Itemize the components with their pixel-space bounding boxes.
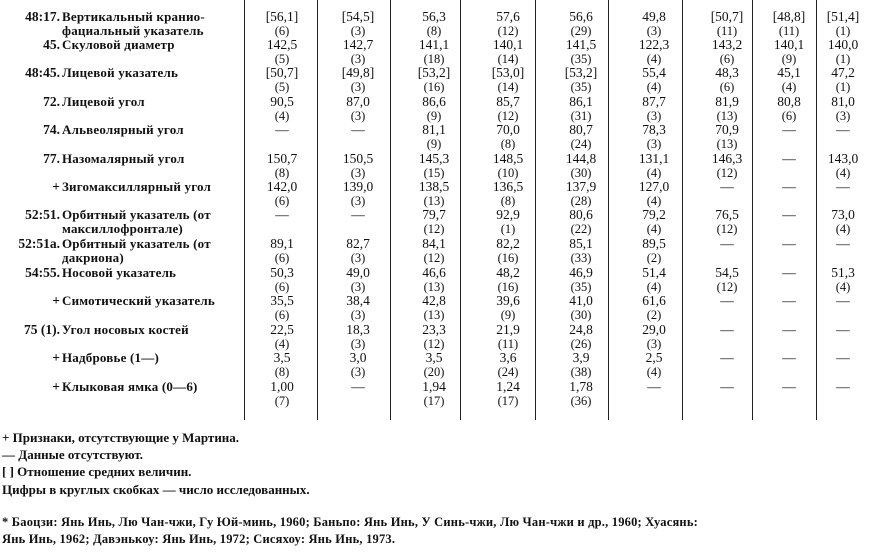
cell-value: 79,7: [422, 207, 446, 222]
cell-value: 81,0: [831, 94, 855, 109]
cell-count: (7): [274, 394, 290, 408]
cell-value: [48,8]: [772, 9, 806, 24]
cell-value: 45,1: [777, 65, 801, 80]
cell-count: (4): [646, 52, 662, 66]
cell-count: (24): [497, 365, 519, 379]
cell-value: 86,1: [569, 94, 593, 109]
cell-value: 1,94: [422, 379, 446, 394]
cell-count: (4): [835, 166, 851, 180]
cell-count: (8): [500, 137, 516, 151]
cell-value: 46,6: [422, 265, 446, 280]
cell-count: (1): [835, 24, 851, 38]
cell-value: [53,2]: [417, 65, 451, 80]
cell-count: (3): [646, 137, 662, 151]
legend-note: [ ] Отношение средних величин.: [2, 464, 192, 479]
cell-count: (33): [570, 251, 592, 265]
cell-count: (6): [274, 280, 290, 294]
cell-value: 1,78: [569, 379, 593, 394]
row-label: Носовой указатель: [62, 265, 177, 280]
cell-value: 87,0: [346, 94, 370, 109]
cell-count: (9): [426, 109, 442, 123]
cell-count: (3): [350, 24, 366, 38]
cell-value: 143,0: [827, 151, 859, 166]
cell-count: (4): [646, 80, 662, 94]
cell-count: (11): [497, 337, 519, 351]
row-label: Орбитный указатель (от: [62, 207, 211, 222]
cell-value: —: [720, 293, 734, 308]
cell-value: —: [720, 322, 734, 337]
cell-value: 146,3: [711, 151, 743, 166]
cell-value: —: [351, 207, 365, 222]
cell-value: 49,8: [642, 9, 666, 24]
cell-count: (30): [570, 308, 592, 322]
cell-value: 142,0: [266, 179, 298, 194]
cell-value: 145,3: [418, 151, 450, 166]
cell-count: (22): [570, 222, 592, 236]
row-code: 77.: [43, 151, 60, 166]
cell-value: —: [782, 122, 796, 137]
cell-value: 138,5: [418, 179, 450, 194]
cell-value: [54,5]: [341, 9, 375, 24]
cell-value: —: [720, 236, 734, 251]
cell-value: 89,5: [642, 236, 666, 251]
cell-value: 141,1: [418, 37, 450, 52]
cell-value: [50,7]: [265, 65, 299, 80]
cell-count: (3): [350, 251, 366, 265]
cell-count: (16): [497, 251, 519, 265]
cell-count: (26): [570, 337, 592, 351]
cell-value: 3,0: [349, 350, 367, 365]
cell-count: (6): [274, 308, 290, 322]
cell-count: (1): [500, 222, 516, 236]
cell-count: (3): [350, 280, 366, 294]
cell-count: (3): [350, 308, 366, 322]
cell-value: 89,1: [270, 236, 294, 251]
row-code: 74.: [43, 122, 60, 137]
cell-count: (13): [716, 137, 738, 151]
cell-value: —: [836, 322, 850, 337]
cell-count: (5): [274, 52, 290, 66]
cell-value: 141,5: [565, 37, 597, 52]
cell-count: (4): [835, 280, 851, 294]
cell-value: 80,6: [569, 207, 593, 222]
cell-count: (31): [570, 109, 592, 123]
cell-value: —: [782, 379, 796, 394]
cell-value: [50,7]: [710, 9, 744, 24]
cell-count: (4): [646, 280, 662, 294]
cell-count: (3): [350, 166, 366, 180]
cell-value: —: [720, 379, 734, 394]
cell-count: (13): [716, 109, 738, 123]
row-code: +: [52, 379, 60, 394]
cell-count: (12): [423, 222, 445, 236]
cell-value: 76,5: [715, 207, 739, 222]
cell-value: 51,3: [831, 265, 855, 280]
row-label: фациальный указатель: [62, 23, 204, 38]
row-code: 75 (1).: [24, 322, 60, 337]
cell-value: 3,5: [273, 350, 291, 365]
cell-value: 54,5: [715, 265, 739, 280]
cell-value: 127,0: [638, 179, 670, 194]
row-label: Угол носовых костей: [62, 322, 189, 337]
cell-value: 51,4: [642, 265, 666, 280]
row-code: +: [52, 350, 60, 365]
cell-count: (8): [274, 365, 290, 379]
cell-value: 1,24: [496, 379, 520, 394]
cell-value: 92,9: [496, 207, 520, 222]
cell-count: (16): [497, 280, 519, 294]
cell-value: —: [782, 236, 796, 251]
cell-value: 39,6: [496, 293, 520, 308]
cell-value: 42,8: [422, 293, 446, 308]
cell-value: —: [351, 379, 365, 394]
cell-count: (30): [570, 166, 592, 180]
row-label: Орбитный указатель (от: [62, 236, 211, 251]
cell-count: (29): [570, 24, 592, 38]
row-label: Вертикальный кранио-: [62, 9, 205, 24]
cell-value: 142,5: [266, 37, 298, 52]
cell-count: (13): [423, 308, 445, 322]
cell-count: (5): [274, 80, 290, 94]
row-label: максиллофронтале): [62, 221, 183, 236]
cell-count: (38): [570, 365, 592, 379]
cell-count: (9): [500, 308, 516, 322]
cell-value: 139,0: [342, 179, 374, 194]
cell-count: (2): [646, 251, 662, 265]
cell-count: (2): [646, 308, 662, 322]
cell-value: 47,2: [831, 65, 855, 80]
cell-value: 80,8: [777, 94, 801, 109]
cell-count: (12): [497, 24, 519, 38]
cell-count: (4): [274, 109, 290, 123]
cell-value: 70,9: [715, 122, 739, 137]
cell-value: [51,4]: [826, 9, 860, 24]
cell-count: (3): [350, 80, 366, 94]
cell-value: 57,6: [496, 9, 520, 24]
cell-value: 48,2: [496, 265, 520, 280]
row-label: Назомалярный угол: [62, 151, 185, 166]
cell-value: —: [275, 207, 289, 222]
cell-value: —: [647, 379, 661, 394]
row-code: 54:55.: [25, 265, 60, 280]
cell-value: —: [782, 322, 796, 337]
cell-count: (6): [719, 80, 735, 94]
cell-value: 56,3: [422, 9, 446, 24]
cell-count: (15): [423, 166, 445, 180]
cell-value: 23,3: [422, 322, 446, 337]
source-footnote: * Баоцзи: Янь Инь, Лю Чан-чжи, Гу Юй-минь, 1960; Баньпо: Янь Инь, У Синь-чжи, Лю Чан-чжи и др., 1960; Хуасянь:: [2, 515, 698, 529]
cell-count: (4): [646, 365, 662, 379]
cell-value: 3,9: [572, 350, 590, 365]
cell-value: 73,0: [831, 207, 855, 222]
cell-value: 24,8: [569, 322, 593, 337]
cell-value: 79,2: [642, 207, 666, 222]
cell-value: 140,0: [827, 37, 859, 52]
cell-value: 137,9: [565, 179, 597, 194]
cell-count: (6): [274, 251, 290, 265]
cell-count: (3): [350, 194, 366, 208]
cell-count: (3): [350, 337, 366, 351]
cell-value: —: [782, 293, 796, 308]
cell-value: 21,9: [496, 322, 520, 337]
cell-value: 22,5: [270, 322, 294, 337]
cell-value: 131,1: [638, 151, 670, 166]
row-code: 52:51а.: [18, 236, 60, 251]
legend-note: + Признаки, отсутствующие у Мартина.: [2, 430, 240, 445]
cell-value: —: [836, 293, 850, 308]
cell-value: 86,6: [422, 94, 446, 109]
cell-count: (8): [500, 194, 516, 208]
cell-value: —: [275, 122, 289, 137]
cell-count: (14): [497, 80, 519, 94]
cell-count: (12): [716, 222, 738, 236]
cell-count: (12): [423, 251, 445, 265]
row-code: 48:45.: [25, 65, 60, 80]
cell-count: (28): [570, 194, 592, 208]
cell-value: 80,7: [569, 122, 593, 137]
cell-count: (1): [835, 80, 851, 94]
cell-count: (13): [423, 194, 445, 208]
cell-count: (16): [423, 80, 445, 94]
row-code: 52:51.: [25, 207, 60, 222]
cell-value: —: [836, 350, 850, 365]
cell-value: 140,1: [773, 37, 805, 52]
cell-value: 78,3: [642, 122, 666, 137]
cell-count: (18): [423, 52, 445, 66]
legend-note: — Данные отсутствуют.: [2, 447, 144, 462]
cell-value: [53,2]: [564, 65, 598, 80]
cell-count: (35): [570, 80, 592, 94]
cell-count: (14): [497, 52, 519, 66]
row-label: Симотический указатель: [62, 293, 215, 308]
row-code: 48:17.: [25, 9, 60, 24]
cell-value: —: [782, 179, 796, 194]
cell-value: 50,3: [270, 265, 294, 280]
cell-value: 29,0: [642, 322, 666, 337]
cell-count: (11): [778, 24, 800, 38]
cell-value: 84,1: [422, 236, 446, 251]
cell-count: (24): [570, 137, 592, 151]
row-code: 45.: [43, 37, 60, 52]
cell-value: 46,9: [569, 265, 593, 280]
cell-count: (17): [423, 394, 445, 408]
cell-value: —: [782, 151, 796, 166]
cell-value: 150,5: [342, 151, 374, 166]
cell-count: (36): [570, 394, 592, 408]
cell-value: 18,3: [346, 322, 370, 337]
cell-count: (12): [716, 166, 738, 180]
cell-value: 90,5: [270, 94, 294, 109]
cell-value: —: [836, 179, 850, 194]
cell-count: (12): [497, 109, 519, 123]
cell-value: 2,5: [645, 350, 663, 365]
cell-count: (3): [350, 52, 366, 66]
cell-value: 70,0: [496, 122, 520, 137]
cell-count: (6): [274, 194, 290, 208]
cell-value: 122,3: [638, 37, 670, 52]
cell-count: (3): [350, 365, 366, 379]
cell-value: —: [782, 265, 796, 280]
cell-value: 82,2: [496, 236, 520, 251]
cell-value: 81,1: [422, 122, 446, 137]
cell-value: 61,6: [642, 293, 666, 308]
row-label: Лицевой угол: [62, 94, 145, 109]
cell-count: (12): [716, 280, 738, 294]
cell-count: (3): [646, 109, 662, 123]
cell-value: 49,0: [346, 265, 370, 280]
cell-count: (9): [781, 52, 797, 66]
cell-value: 140,1: [492, 37, 524, 52]
cell-count: (9): [426, 137, 442, 151]
cell-count: (4): [646, 194, 662, 208]
cell-count: (6): [274, 24, 290, 38]
cell-count: (4): [781, 80, 797, 94]
cell-value: 143,2: [711, 37, 743, 52]
cell-count: (8): [426, 24, 442, 38]
cell-count: (3): [646, 24, 662, 38]
cell-value: 48,3: [715, 65, 739, 80]
cell-count: (4): [835, 222, 851, 236]
cell-count: (3): [646, 337, 662, 351]
row-code: +: [52, 293, 60, 308]
cell-count: (4): [646, 166, 662, 180]
source-footnote: Янь Инь, 1962; Давэнькоу: Янь Инь, 1972; Сисяхоу: Янь Инь, 1973.: [2, 532, 396, 546]
row-label: Альвеолярный угол: [62, 122, 184, 137]
cell-value: —: [782, 350, 796, 365]
row-label: Лицевой указатель: [62, 65, 179, 80]
cell-count: (6): [719, 52, 735, 66]
cell-value: —: [720, 350, 734, 365]
cell-value: —: [782, 207, 796, 222]
cell-value: 81,9: [715, 94, 739, 109]
cell-value: 85,7: [496, 94, 520, 109]
cell-value: 38,4: [346, 293, 370, 308]
row-label: дакриона): [62, 250, 124, 265]
cell-value: [53,0]: [491, 65, 525, 80]
row-code: 72.: [43, 94, 60, 109]
cell-value: [49,8]: [341, 65, 375, 80]
cell-count: (4): [646, 222, 662, 236]
cell-value: —: [836, 122, 850, 137]
cell-value: —: [720, 179, 734, 194]
cell-value: 150,7: [266, 151, 298, 166]
cell-value: 56,6: [569, 9, 593, 24]
cell-value: 3,5: [425, 350, 443, 365]
cell-value: —: [836, 236, 850, 251]
cell-value: 82,7: [346, 236, 370, 251]
cell-count: (6): [781, 109, 797, 123]
cell-count: (4): [274, 337, 290, 351]
cell-count: (11): [716, 24, 738, 38]
cell-count: (13): [423, 280, 445, 294]
cell-value: 85,1: [569, 236, 593, 251]
cell-value: —: [836, 379, 850, 394]
cell-value: 148,5: [492, 151, 524, 166]
cell-count: (8): [274, 166, 290, 180]
cell-value: 3,6: [499, 350, 517, 365]
cell-value: 55,4: [642, 65, 666, 80]
row-label: Клыковая ямка (0—6): [62, 379, 198, 394]
cell-value: 142,7: [342, 37, 374, 52]
cell-value: —: [351, 122, 365, 137]
cell-value: 87,7: [642, 94, 666, 109]
cell-count: (3): [350, 109, 366, 123]
cell-value: 1,00: [270, 379, 294, 394]
legend-note: Цифры в круглых скобках — число исследованных.: [2, 482, 310, 497]
cell-count: (1): [835, 52, 851, 66]
row-code: +: [52, 179, 60, 194]
cell-value: 144,8: [565, 151, 597, 166]
cell-count: (35): [570, 280, 592, 294]
cell-value: 41,0: [569, 293, 593, 308]
cell-value: 35,5: [270, 293, 294, 308]
cell-value: 136,5: [492, 179, 524, 194]
row-label: Надбровье (1—): [62, 350, 159, 365]
row-label: Скуловой диаметр: [62, 37, 175, 52]
cell-count: (35): [570, 52, 592, 66]
cell-count: (3): [835, 109, 851, 123]
cell-count: (12): [423, 337, 445, 351]
cell-count: (20): [423, 365, 445, 379]
cell-count: (10): [497, 166, 519, 180]
row-label: Зигомаксиллярный угол: [62, 179, 212, 194]
cell-count: (17): [497, 394, 519, 408]
cell-value: [56,1]: [265, 9, 299, 24]
